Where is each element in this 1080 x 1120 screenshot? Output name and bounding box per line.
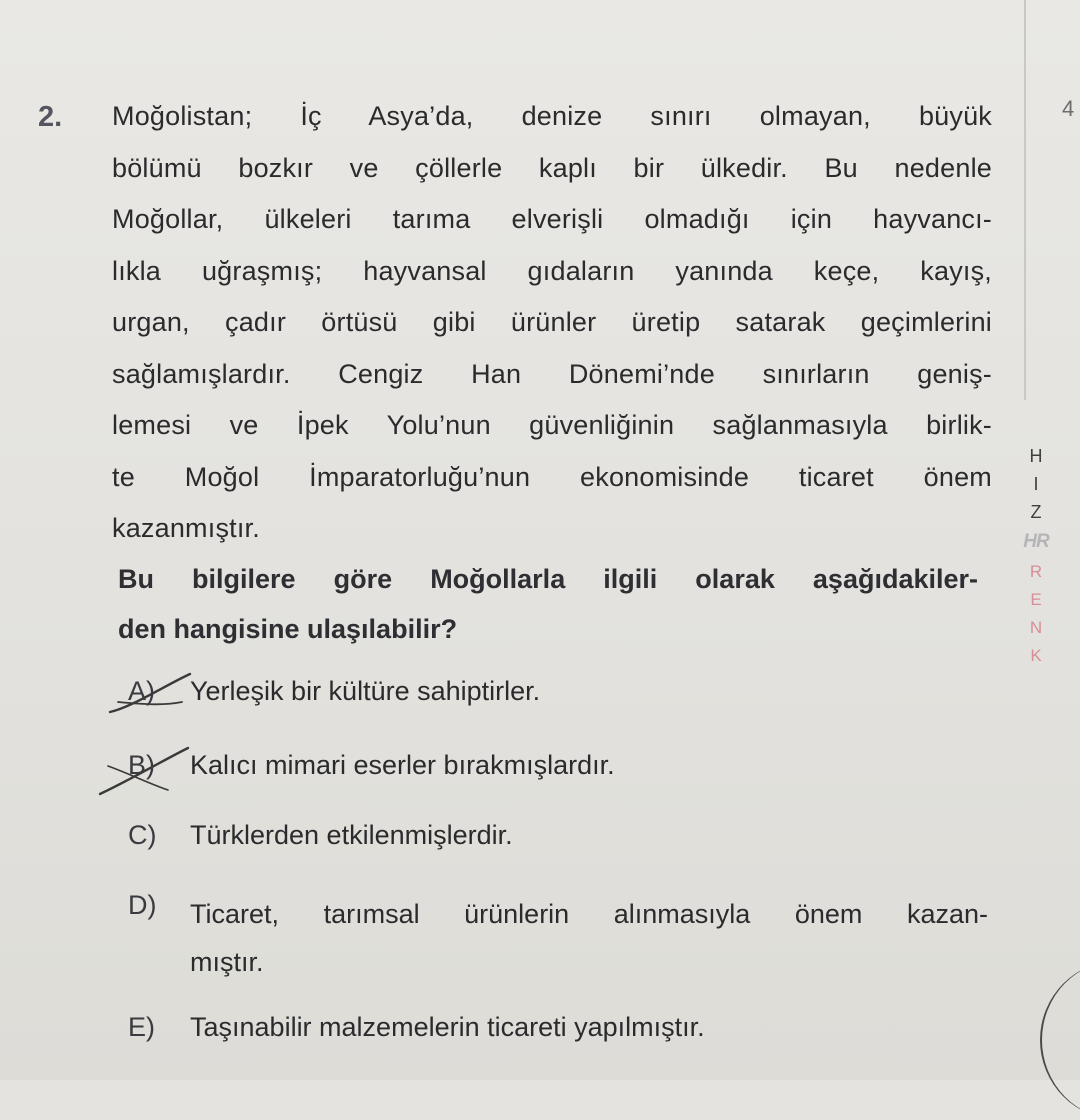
stem-line: bölümü bozkır ve çöllerle kaplı bir ülkedir. Bu nedenle <box>112 152 992 183</box>
option-text: Kalıcı mimari eserler bırakmışlardır. <box>190 750 615 780</box>
side-letter: R <box>1029 562 1043 581</box>
option-letter: B) <box>128 750 155 780</box>
stem-line: Moğolistan; İç Asya’da, denize sınırı olmayan, büyük <box>112 101 992 131</box>
option-letter: D) <box>128 890 157 920</box>
side-letter: N <box>1029 618 1043 637</box>
option-text: Yerleşik bir kültüre sahiptirler. <box>190 676 541 706</box>
stem-line: te Moğol İmparatorluğu’nun ekonomisinde ticaret önem <box>112 461 992 492</box>
side-letter: K <box>1030 646 1042 665</box>
option-letter: E) <box>128 1012 155 1042</box>
next-question-number-fragment: 4 <box>1062 96 1075 121</box>
stem-line: sağlamışlardır. Cengiz Han Dönemi’nde sınırların geniş- <box>112 358 992 389</box>
side-letter: I <box>1033 474 1039 494</box>
stem-line: Moğollar, ülkeleri tarıma elverişli olmadığı için hayvancı- <box>112 204 992 234</box>
option-c[interactable] <box>128 820 513 851</box>
stem-line: urgan, çadır örtüsü gibi ürünler üretip satarak geçimlerini <box>112 307 992 337</box>
question-stem <box>112 96 992 560</box>
column-divider <box>1024 0 1026 400</box>
question-number: 2. <box>38 101 63 133</box>
option-text: Türklerden etkilenmişlerdir. <box>190 820 513 850</box>
option-text-line: mıştır. <box>190 947 264 977</box>
publisher-logo-mark: HR <box>1023 531 1049 552</box>
question-prompt <box>118 557 978 657</box>
prompt-line: den hangisine ulaşılabilir? <box>118 614 458 644</box>
side-letter: H <box>1029 446 1043 466</box>
option-text <box>190 890 988 986</box>
stem-line: lemesi ve İpek Yolu’nun güvenliğinin sağlanmasıyla birlik- <box>112 410 992 440</box>
option-d[interactable] <box>128 890 988 986</box>
stem-line: lıkla uğraşmış; hayvansal gıdaların yanında keçe, kayış, <box>112 255 992 286</box>
page-curl-shadow <box>1040 960 1080 1120</box>
option-a[interactable] <box>128 676 540 707</box>
option-letter: C) <box>128 820 157 850</box>
option-text: Taşınabilir malzemelerin ticareti yapılmıştır. <box>190 1012 705 1042</box>
option-e[interactable] <box>128 1012 705 1043</box>
option-b[interactable] <box>128 750 615 781</box>
stem-line: kazanmıştır. <box>112 513 260 543</box>
publisher-side-logo <box>1010 442 1062 670</box>
prompt-line: Bu bilgilere göre Moğollarla ilgili olarak aşağıdakiler- <box>118 564 978 594</box>
side-letter: Z <box>1030 502 1042 522</box>
side-letter: E <box>1030 590 1042 609</box>
option-text-line: Ticaret, tarımsal ürünlerin alınmasıyla önem kazan- <box>190 899 988 929</box>
option-letter: A) <box>128 676 155 706</box>
